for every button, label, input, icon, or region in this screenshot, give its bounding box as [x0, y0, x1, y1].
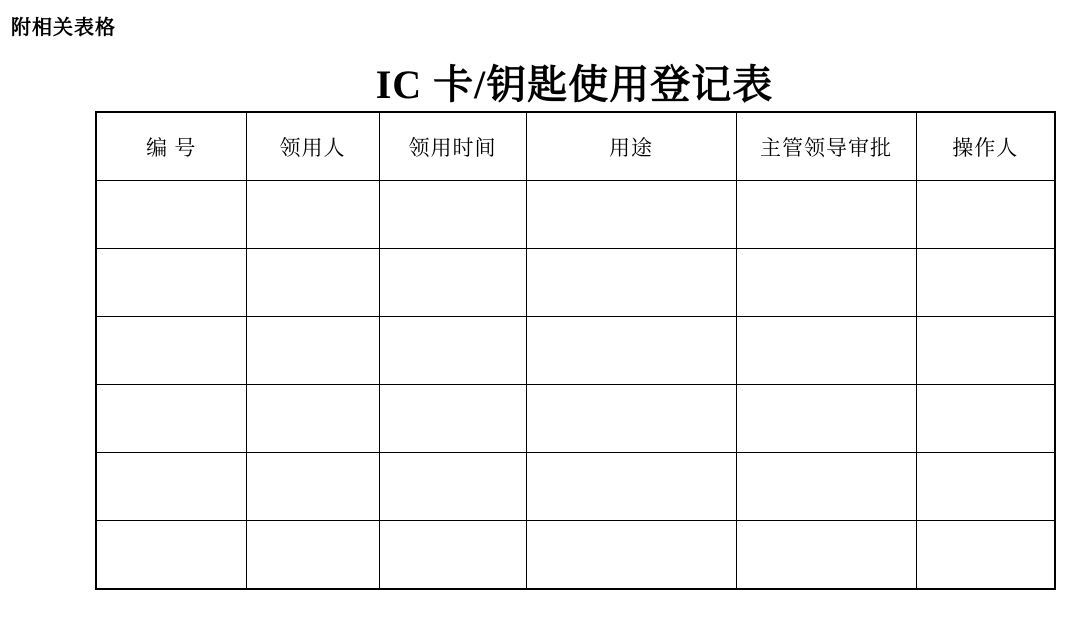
table-empty-cell — [379, 385, 526, 453]
table-empty-cell — [916, 317, 1055, 385]
table-empty-row — [96, 521, 1055, 590]
table-empty-cell — [96, 249, 246, 317]
table-empty-cell — [379, 317, 526, 385]
table-empty-cell — [736, 453, 916, 521]
table-empty-cell — [96, 385, 246, 453]
column-header-operator: 操作人 — [916, 112, 1055, 181]
table-empty-cell — [526, 181, 736, 249]
table-empty-cell — [736, 521, 916, 590]
table-empty-row — [96, 453, 1055, 521]
table-empty-cell — [246, 521, 379, 590]
table-empty-cell — [96, 317, 246, 385]
table-empty-cell — [526, 317, 736, 385]
table-empty-cell — [379, 181, 526, 249]
table-empty-cell — [526, 453, 736, 521]
table-empty-cell — [916, 385, 1055, 453]
table-empty-cell — [736, 181, 916, 249]
table-header-row — [96, 112, 1055, 181]
table-empty-cell — [379, 521, 526, 590]
table-empty-cell — [526, 521, 736, 590]
table-empty-cell — [246, 385, 379, 453]
table-body — [96, 181, 1055, 590]
table-empty-cell — [526, 385, 736, 453]
column-header-purpose: 用途 — [526, 112, 736, 181]
table-empty-row — [96, 317, 1055, 385]
table-empty-row — [96, 385, 1055, 453]
table-empty-cell — [96, 521, 246, 590]
table-empty-cell — [736, 385, 916, 453]
table-empty-cell — [736, 317, 916, 385]
table-empty-cell — [526, 249, 736, 317]
table-empty-cell — [379, 249, 526, 317]
table-empty-cell — [916, 249, 1055, 317]
column-header-number: 编 号 — [96, 112, 246, 181]
column-header-collection-time: 领用时间 — [379, 112, 526, 181]
table-empty-cell — [246, 317, 379, 385]
table-empty-cell — [916, 521, 1055, 590]
table-empty-cell — [736, 249, 916, 317]
page-title: IC 卡/钥匙使用登记表 — [375, 62, 774, 107]
table-empty-cell — [246, 453, 379, 521]
table-empty-cell — [246, 249, 379, 317]
attachment-note-label: 附相关表格 — [11, 15, 116, 39]
table-empty-cell — [96, 181, 246, 249]
table-empty-cell — [379, 453, 526, 521]
table-empty-row — [96, 181, 1055, 249]
column-header-recipient: 领用人 — [246, 112, 379, 181]
registration-table — [95, 111, 1056, 590]
table-empty-cell — [916, 181, 1055, 249]
column-header-supervisor-approval: 主管领导审批 — [736, 112, 916, 181]
table-empty-cell — [96, 453, 246, 521]
table-empty-row — [96, 249, 1055, 317]
table-empty-cell — [246, 181, 379, 249]
table-empty-cell — [916, 453, 1055, 521]
